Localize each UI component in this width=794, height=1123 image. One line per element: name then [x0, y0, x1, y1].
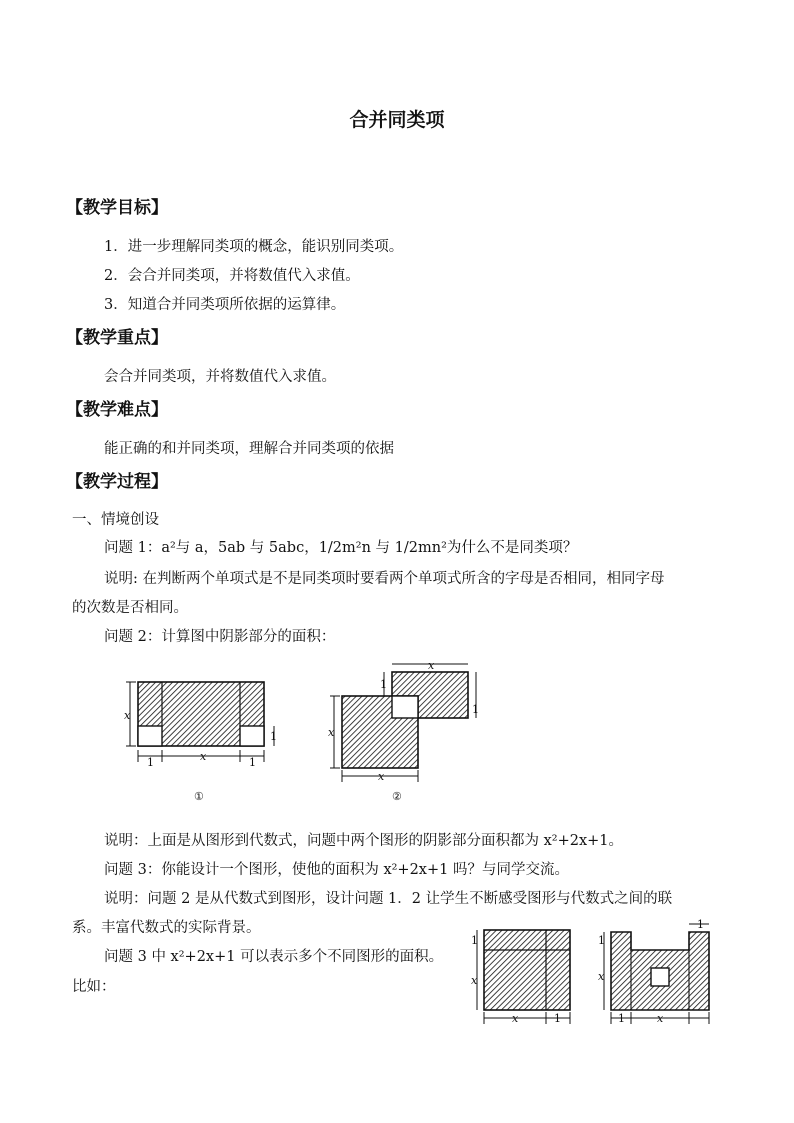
figure-4-blank-square	[651, 968, 669, 986]
section-heading-process: 【教学过程】	[66, 472, 168, 492]
question-3: 问题 3：你能设计一个图形，使他的面积为 x²+2x+1 吗？与同学交流。	[104, 862, 569, 878]
goal-item-1: 1．进一步理解同类项的概念，能识别同类项。	[104, 239, 404, 255]
figure-2-label-x-top: x	[428, 659, 435, 672]
figure-3-label-x-vertical: x	[471, 974, 478, 987]
figure-3	[470, 922, 580, 1026]
goal-item-2: 2．会合并同类项，并将数值代入求值。	[104, 268, 360, 284]
figure-1-label-x-bottom: x	[200, 750, 207, 763]
figure-1-blank-square-right	[240, 726, 264, 746]
note-2: 说明：上面是从图形到代数式，问题中两个图形的阴影部分面积都为 x²+2x+1。	[104, 833, 624, 849]
section-heading-key: 【教学重点】	[66, 328, 168, 348]
figure-2-label-1-right: 1	[472, 703, 479, 716]
figure-1-label-1-right: 1	[249, 756, 256, 769]
figure-3-label-1-bottom: 1	[554, 1012, 561, 1025]
figure-4-label-x-vertical: x	[598, 970, 605, 983]
figure-4-label-1-bottom: 1	[618, 1012, 625, 1025]
goal-item-3: 3．知道合并同类项所依据的运算律。	[104, 297, 346, 313]
note-3-line-2: 系。丰富代数式的实际背景。	[72, 920, 261, 936]
figure-2-blank-square	[392, 696, 418, 718]
difficulty-text: 能正确的和并同类项，理解合并同类项的依据	[104, 441, 394, 457]
part-1-heading: 一、情境创设	[72, 512, 159, 528]
figure-2-caption: ②	[392, 790, 402, 803]
section-heading-goals: 【教学目标】	[66, 198, 168, 218]
figure-4-label-x-bottom: x	[657, 1012, 664, 1025]
figure-3-shaded-square	[484, 930, 570, 1010]
figure-2-label-1-upper: 1	[380, 678, 387, 691]
figure-1-label-1-left: 1	[147, 756, 154, 769]
figure-1-label-1-side: 1	[270, 730, 277, 743]
figure-1	[122, 670, 282, 805]
note-3-line-1: 说明：问题 2 是从代数式到图形，设计问题 1．2 让学生不断感受图形与代数式之间的联	[104, 891, 673, 907]
page-title: 合并同类项	[349, 109, 445, 131]
figure-2-label-x-vertical: x	[328, 726, 335, 739]
figure-3-label-x-bottom: x	[512, 1012, 519, 1025]
example-label: 比如：	[72, 979, 116, 995]
figure-2-label-x-bottom: x	[378, 770, 385, 783]
question-3b: 问题 3 中 x²+2x+1 可以表示多个不同图形的面积。	[104, 949, 444, 965]
note-1-line-2: 的次数是否相同。	[72, 600, 188, 616]
note-1-line-1: 说明: 在判断两个单项式是不是同类项时要看两个单项式所含的字母是否相同，相同字母	[104, 571, 665, 587]
key-text: 会合并同类项，并将数值代入求值。	[104, 369, 336, 385]
figure-1-label-x-vertical: x	[124, 709, 131, 722]
section-heading-difficulty: 【教学难点】	[66, 400, 168, 420]
figure-4-label-1-vertical: 1	[598, 934, 605, 947]
figure-1-caption: ①	[194, 790, 204, 803]
figure-4	[597, 918, 727, 1026]
question-2: 问题 2：计算图中阴影部分的面积：	[104, 629, 336, 645]
figure-3-label-1-vertical: 1	[471, 934, 478, 947]
figure-4-label-1-top: 1	[697, 918, 704, 931]
figure-2	[326, 658, 496, 805]
question-1: 问题 1：a²与 a，5ab 与 5abc，1/2m²n 与 1/2mn²为什么不是同类项？	[104, 540, 578, 556]
figure-1-blank-square-left	[138, 726, 162, 746]
